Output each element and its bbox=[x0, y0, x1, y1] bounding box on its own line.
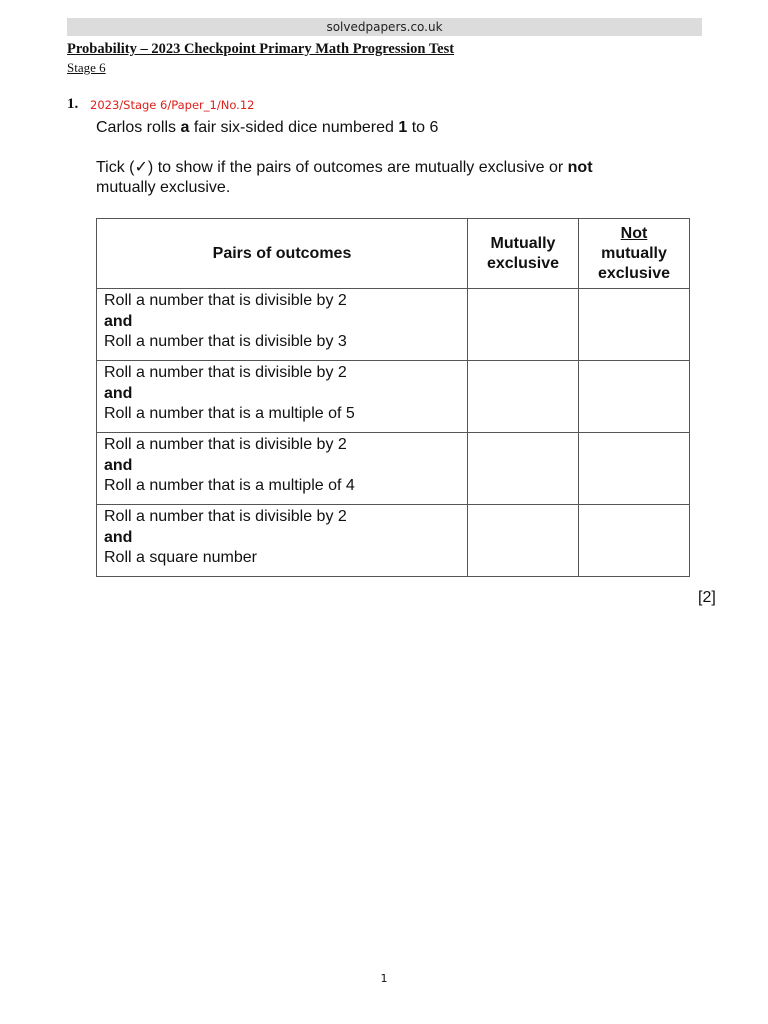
outcome-first: Roll a number that is divisible by 2 bbox=[104, 436, 347, 453]
question-text-line-1 bbox=[96, 118, 438, 138]
outcome-and: and bbox=[104, 528, 133, 546]
header-mutually-exclusive bbox=[468, 219, 579, 289]
outcome-first: Roll a number that is divisible by 2 bbox=[104, 292, 347, 309]
tick-cell-mutually-exclusive[interactable] bbox=[468, 505, 579, 577]
stage-label: Stage 6 bbox=[67, 60, 106, 75]
tick-cell-not-mutually-exclusive[interactable] bbox=[579, 505, 690, 577]
text-segment-bold: 1 bbox=[398, 119, 408, 136]
document-title: Probability – 2023 Checkpoint Primary Math Progression Test bbox=[67, 41, 455, 57]
tick-cell-mutually-exclusive[interactable] bbox=[468, 289, 579, 361]
text-segment: fair six-sided dice numbered bbox=[189, 119, 399, 136]
pair-cell bbox=[97, 289, 468, 361]
pair-cell bbox=[97, 433, 468, 505]
question-reference: 2023/Stage 6/Paper_1/No.12 bbox=[90, 98, 255, 112]
site-header: solvedpapers.co.uk bbox=[67, 18, 702, 36]
outcome-and: and bbox=[104, 312, 133, 330]
text-segment: Carlos rolls bbox=[96, 119, 181, 136]
pair-cell bbox=[97, 361, 468, 433]
text-segment-bold: a bbox=[180, 119, 190, 136]
header-label: Pairs of outcomes bbox=[212, 244, 352, 262]
question-text-line-3: mutually exclusive. bbox=[96, 179, 231, 196]
table-row bbox=[97, 289, 690, 361]
outcome-second: Roll a square number bbox=[104, 549, 257, 566]
outcome-first: Roll a number that is divisible by 2 bbox=[104, 508, 347, 525]
question-number: 1. bbox=[67, 96, 79, 112]
table-row bbox=[97, 433, 690, 505]
page-number: 1 bbox=[380, 972, 388, 985]
header-label-not: Not bbox=[620, 224, 648, 242]
question-text-line-2 bbox=[96, 158, 593, 178]
table-row bbox=[97, 361, 690, 433]
tick-cell-not-mutually-exclusive[interactable] bbox=[579, 361, 690, 433]
outcome-and: and bbox=[104, 384, 133, 402]
header-pairs-of-outcomes bbox=[97, 219, 468, 289]
outcome-second: Roll a number that is a multiple of 5 bbox=[104, 405, 355, 422]
outcome-second: Roll a number that is a multiple of 4 bbox=[104, 477, 355, 494]
header-not-mutually-exclusive bbox=[579, 219, 690, 289]
header-label: Mutually bbox=[490, 234, 556, 252]
outcomes-table bbox=[96, 218, 690, 577]
text-segment-bold: not bbox=[567, 159, 593, 176]
text-segment: to 6 bbox=[407, 119, 439, 136]
header-label: exclusive bbox=[486, 254, 560, 272]
table-header-row bbox=[97, 219, 690, 289]
outcome-and: and bbox=[104, 456, 133, 474]
marks-label: [2] bbox=[698, 589, 716, 606]
tick-cell-mutually-exclusive[interactable] bbox=[468, 433, 579, 505]
table-row bbox=[97, 505, 690, 577]
outcome-second: Roll a number that is divisible by 3 bbox=[104, 333, 347, 350]
outcome-first: Roll a number that is divisible by 2 bbox=[104, 364, 347, 381]
tick-cell-not-mutually-exclusive[interactable] bbox=[579, 433, 690, 505]
header-label: exclusive bbox=[597, 264, 671, 282]
pair-cell bbox=[97, 505, 468, 577]
text-segment: Tick (✓) to show if the pairs of outcomes are mutually exclusive or bbox=[96, 159, 568, 176]
tick-cell-mutually-exclusive[interactable] bbox=[468, 361, 579, 433]
header-label: mutually bbox=[601, 244, 667, 262]
tick-cell-not-mutually-exclusive[interactable] bbox=[579, 289, 690, 361]
